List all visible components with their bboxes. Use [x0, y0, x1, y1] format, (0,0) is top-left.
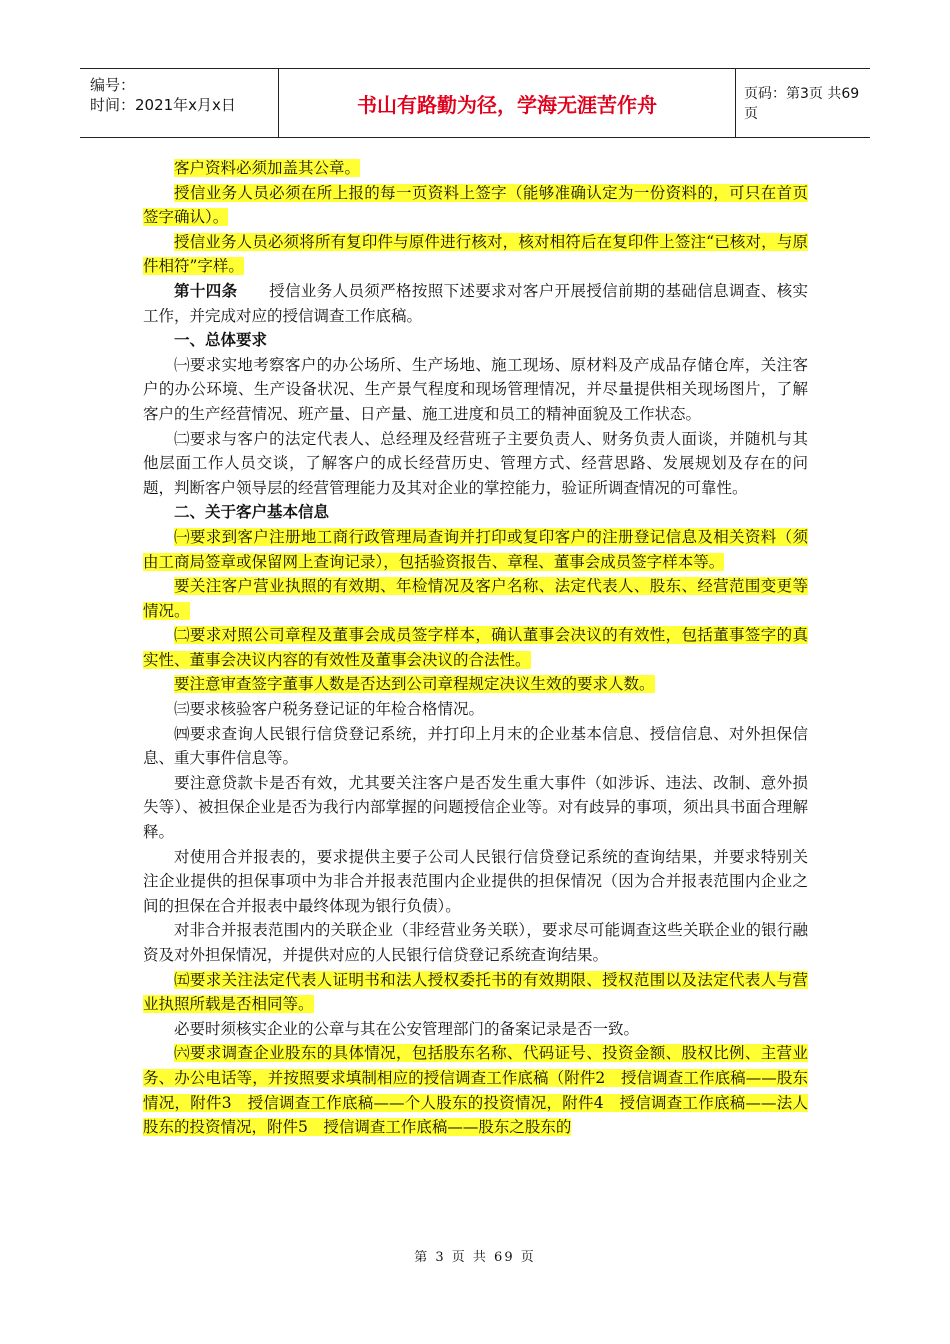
paragraph-text: 要注意贷款卡是否有效，尤其要关注客户是否发生重大事件（如涉诉、违法、改制、意外损失等）、被担保企业是否为我行内部掌握的问题授信企业等。对有歧异的事项，须出具书面合理解释。: [143, 773, 808, 842]
paragraph-text: ㈣要求查询人民银行信贷登记系统，并打印上月末的企业基本信息、授信信息、对外担保信息、重大事件信息等。: [143, 724, 808, 768]
paragraph-text: ㈠要求实地考察客户的办公场所、生产场地、施工现场、原材料及产成品存储仓库，关注客户的办公环境、生产设备状况、生产景气程度和现场管理情况，并尽量提供相关现场图片，了解客户的生产经营情况、班产量、日产量、施工进度和员工的精神面貌及工作状态。: [143, 355, 808, 423]
body-paragraph: [143, 427, 808, 501]
document-number-label: 编号：: [90, 76, 136, 94]
article-number: 第十四条: [174, 281, 238, 300]
header-page-info: 页码：第3页 共69页: [744, 86, 860, 122]
paragraph-text: 授信业务人员必须在所上报的每一页资料上签字（能够准确认定为一份资料的，可只在首页签字确认）。: [143, 183, 808, 227]
body-paragraph: [143, 525, 808, 574]
paragraph-text: ㈠要求到客户注册地工商行政管理局查询并打印或复印客户的注册登记信息及相关资料（须由工商局签章或保留网上查询记录），包括验资报告、章程、董事会成员签字样本等。: [143, 527, 808, 571]
paragraph-text: 要关注客户营业执照的有效期、年检情况及客户名称、法定代表人、股东、经营范围变更等情况。: [143, 577, 808, 620]
paragraph-text: 要注意审查签字董事人数是否达到公司章程规定决议生效的要求人数。: [174, 675, 655, 694]
body-paragraph: [143, 771, 808, 845]
body-paragraph: [143, 1041, 808, 1139]
paragraph-text: ㈥要求调查企业股东的具体情况，包括股东名称、代码证号、投资金额、股权比例、主营业务、办公电话等，并按照要求填制相应的授信调查工作底稿（附件2 授信调查工作底稿——股东情况，附件3 授信调查工作底稿——个人股东的投资情况，附件4 授信调查工作底稿——法人股东的投资情况，附件5 授信调查工作底稿——股东之股东的: [143, 1044, 808, 1137]
section-heading: [143, 500, 808, 525]
paragraph-text: ㈡要求对照公司章程及董事会成员签字样本，确认董事会决议的有效性，包括董事签字的真实性、董事会决议内容的有效性及董事会决议的合法性。: [143, 626, 808, 669]
body-paragraph: [143, 279, 808, 328]
paragraph-text: 必要时须核实企业的公章与其在公安管理部门的备案记录是否一致。: [174, 1019, 640, 1038]
body-paragraph: [143, 918, 808, 967]
paragraph-text: ㈡要求与客户的法定代表人、总经理及经营班子主要负责人、财务负责人面谈，并随机与其他层面工作人员交谈，了解客户的成长经营历史、管理方式、经营思路、发展规划及存在的问题，判断客户领导层的经营管理能力及其对企业的掌控能力，验证所调查情况的可靠性。: [143, 429, 808, 497]
body-paragraph: [143, 722, 808, 771]
page-header: [80, 68, 870, 138]
paragraph-text: ㈢要求核验客户税务登记证的年检合格情况。: [174, 700, 485, 719]
paragraph-text: ㈤要求关注法定代表人证明书和法人授权委托书的有效期限、授权范围以及法定代表人与营业执照所载是否相同等。: [143, 970, 808, 1014]
body-paragraph: [143, 623, 808, 672]
body-paragraph: [143, 845, 808, 919]
body-paragraph: [143, 672, 808, 697]
paragraph-text: 客户资料必须加盖其公章。: [174, 159, 361, 177]
section-heading: [143, 328, 808, 353]
paragraph-text: 对使用合并报表的，要求提供主要子公司人民银行信贷登记系统的查询结果，并要求特别关注企业提供的担保事项中为非合并报表范围内企业提供的担保情况（因为合并报表范围内企业之间的担保在合并报表中最终体现为银行负债）。: [143, 847, 808, 915]
page-footer: 第 3 页 共 69 页: [414, 1250, 536, 1265]
paragraph-text: 对非合并报表范围内的关联企业（非经营业务关联），要求尽可能调查这些关联企业的银行融资及对外担保情况，并提供对应的人民银行信贷登记系统查询结果。: [143, 921, 808, 964]
header-motto: 书山有路勤为径，学海无涯苦作舟: [278, 69, 736, 137]
paragraph-text: 授信业务人员须严格按照下述要求对客户开展授信前期的基础信息调查、核实工作，并完成对应的授信调查工作底稿。: [143, 281, 808, 325]
paragraph-text: 授信业务人员必须将所有复印件与原件进行核对，核对相符后在复印件上签注“已核对，与原件相符”字样。: [143, 232, 808, 276]
document-body: [143, 156, 808, 1140]
body-paragraph: [143, 181, 808, 230]
body-paragraph: [143, 968, 808, 1017]
body-paragraph: [143, 230, 808, 279]
paragraph-text: 一、总体要求: [174, 331, 268, 350]
body-paragraph: [143, 697, 808, 722]
document-date-label: 时间：2021年x月x日: [90, 96, 236, 114]
body-paragraph: [143, 353, 808, 427]
paragraph-text: 二、关于客户基本信息: [174, 503, 330, 522]
body-paragraph: [143, 574, 808, 623]
header-meta: [80, 69, 278, 137]
body-paragraph: [143, 1017, 808, 1042]
body-paragraph: [143, 156, 808, 181]
